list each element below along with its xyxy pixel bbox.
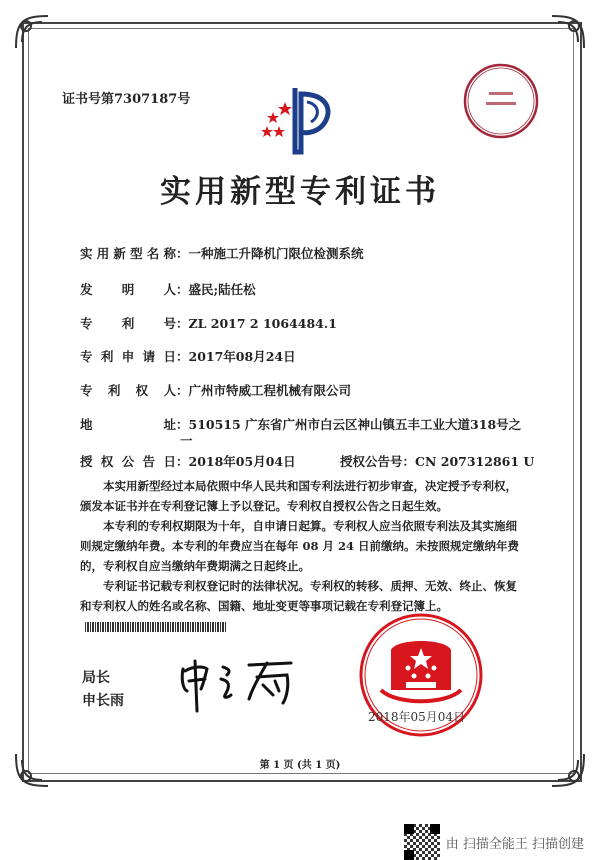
page-number: 第 1 页 (共 1 页) — [259, 760, 341, 771]
scanner-watermark-text: 由 扫描全能王 扫描创建 — [445, 836, 584, 852]
page-title: 实用新型专利证书 — [160, 174, 440, 210]
agency-stamp — [462, 62, 540, 140]
legal-paragraph: 本专利的专利权期限为十年，自申请日起算。专利权人应当依照专利法及其实施细则规定缴纳年费。本专利的年费应当在每年 08 月 24 日前缴纳。未按照规定缴纳年费的，专利权自应当缴纳年费期满之日起终止。 — [80, 519, 520, 573]
certificate-number: 证书号第7307187号 — [62, 92, 191, 107]
corner-ornament-icon — [548, 12, 588, 52]
field-patentee: 专利权人：广州市特威工程机械有限公司 — [80, 383, 352, 398]
field-inventor: 发明人：盛民;陆任松 — [80, 282, 256, 297]
scanner-watermark — [404, 824, 584, 860]
field-utility-model-name: 实用新型名称：一种施工升降机门限位检测系统 — [80, 246, 364, 261]
field-address: 地址：510515 广东省广州市白云区神山镇五丰工业大道318号之 — [80, 417, 522, 432]
signatory-title: 局长 — [82, 670, 110, 686]
handwritten-signature — [175, 655, 300, 715]
field-grant-number: 授权公告号：CN 207312861 U — [340, 454, 535, 469]
legal-text — [80, 476, 520, 616]
field-grant-date: 授权公告日：2018年05月04日 — [80, 454, 296, 469]
seal-date: 2018年05月04日 — [368, 710, 466, 724]
patent-office-logo-icon — [255, 82, 345, 157]
field-patent-number: 专利号：ZL 2017 2 1064484.1 — [80, 316, 337, 331]
barcode — [85, 622, 227, 632]
legal-paragraph: 专利证书记载专利权登记时的法律状况。专利权的转移、质押、无效、终止、恢复和专利权人的姓名或名称、国籍、地址变更等事项记载在专利登记簿上。 — [80, 579, 517, 613]
corner-ornament-icon — [12, 12, 52, 52]
qr-code-icon — [404, 824, 440, 860]
signatory-name: 申长雨 — [82, 693, 124, 709]
legal-paragraph: 本实用新型经过本局依照中华人民共和国专利法进行初步审查，决定授予专利权，颁发本证书并在专利登记簿上予以登记。专利权自授权公告之日起生效。 — [80, 479, 517, 513]
field-application-date: 专利申请日：2017年08月24日 — [80, 349, 296, 364]
field-address-continuation: 一 — [180, 433, 193, 448]
